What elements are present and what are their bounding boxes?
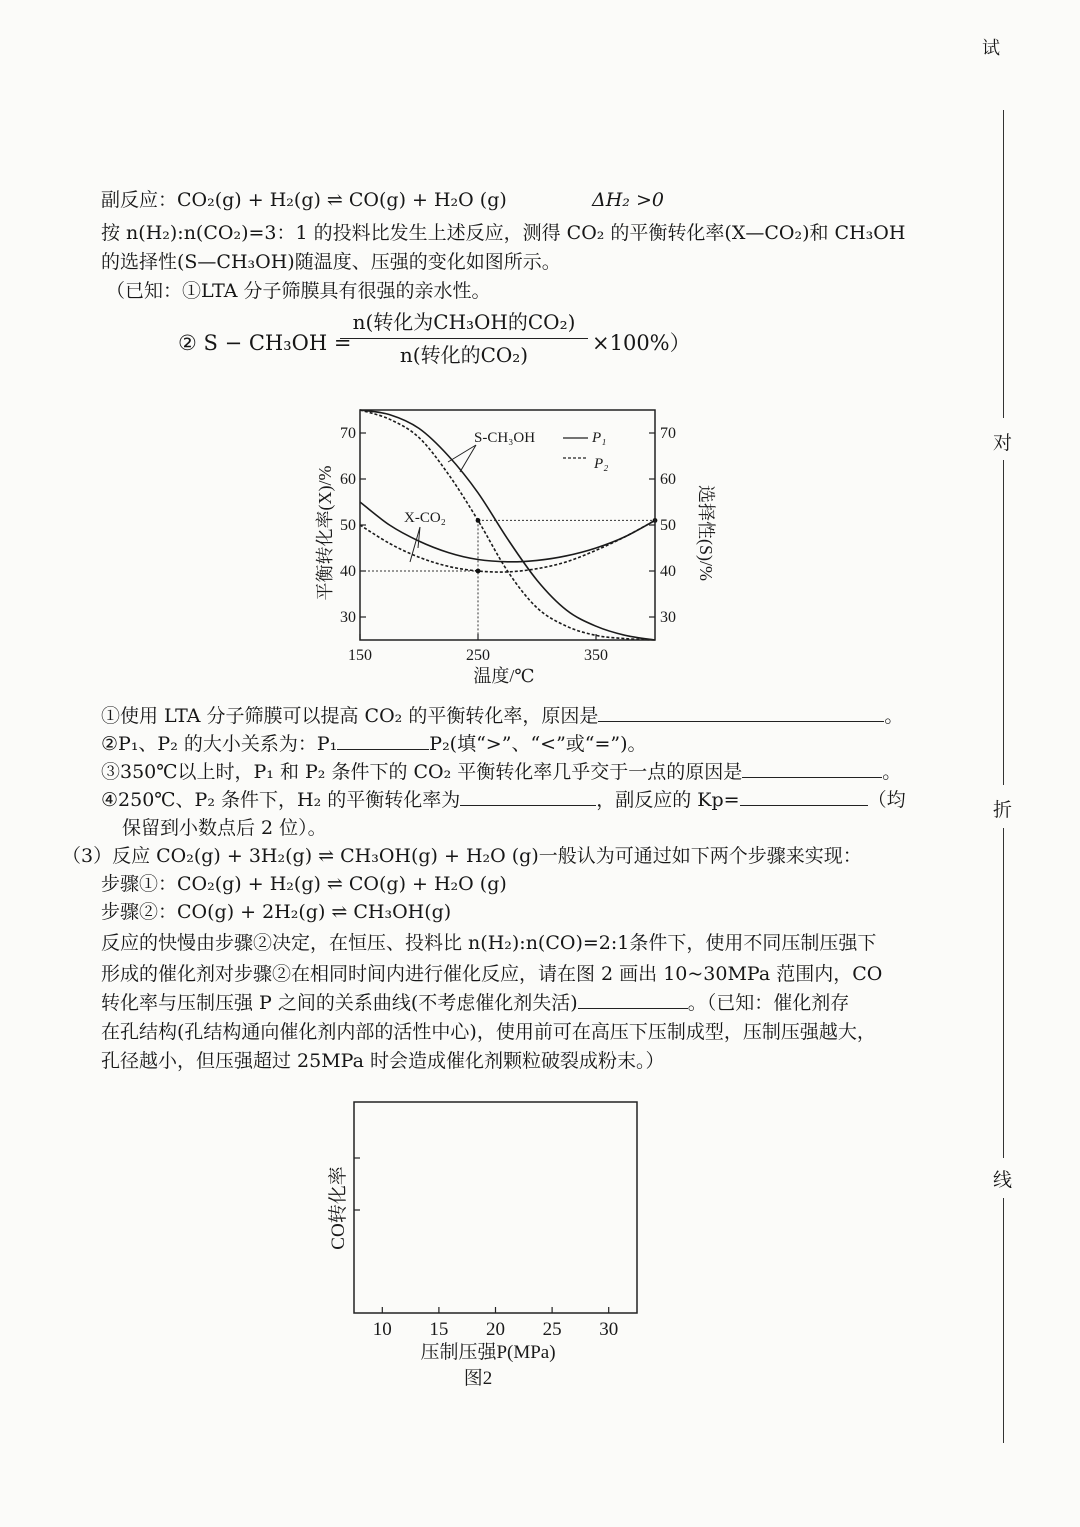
question-3-end: 。 [882,761,902,783]
paragraph-line-3 [101,990,849,1016]
answer-blank-5[interactable] [740,787,868,806]
y-tick-label-left: 40 [340,563,356,580]
question-2 [101,731,647,757]
annotation-x-co2: X-CO₂ [404,510,446,526]
question-4-text-b: ，副反应的 Kp= [596,789,740,811]
side-reaction-enthalpy: ΔH₂ >0 [592,189,664,211]
question-2-text-b: P₂(填“>”、“<”或“=”)。 [429,733,647,755]
x-tick-label: 250 [466,647,490,664]
x-tick-label: 15 [429,1319,449,1340]
formula-denominator: n(转化的CO₂) [399,343,529,367]
fold-label-dui: 对 [993,432,1013,454]
question-1-end: 。 [884,705,904,727]
x-tick-label: 350 [584,647,608,664]
part-3-title: （3）反应 CO₂(g) + 3H₂(g) ⇌ CH₃OH(g) + H₂O (g)一般认为可通过如下两个步骤来实现： [62,845,862,867]
fold-label-zhe: 折 [993,799,1013,821]
y-tick-label-left: 30 [340,609,356,626]
side-reaction: 副反应：CO₂(g) + H₂(g) ⇌ CO(g) + H₂O (g) [101,189,507,211]
x-axis-label: 温度/℃ [473,666,535,686]
fold-label-xian: 线 [993,1169,1013,1191]
y-tick-label-right: 60 [660,471,676,488]
x-axis-label: 压制压强P(MPa) [420,1342,556,1363]
formula-numerator: n(转化为CH₃OH的CO₂) [352,310,576,334]
question-3-text: ③350℃以上时，P₁ 和 P₂ 条件下的 CO₂ 平衡转化率几乎交于一点的原因是 [101,761,743,783]
x-tick-label: 10 [372,1319,392,1340]
paragraph-line-3-text: 转化率与压制压强 P 之间的关系曲线(不考虑催化剂失活) [101,992,578,1014]
fold-rule-4 [1003,1198,1004,1443]
marked-point-1 [476,569,481,574]
plot-frame[interactable] [354,1102,637,1313]
question-4 [101,787,906,813]
answer-blank-1[interactable] [598,703,884,722]
legend-p1-label: P₁ [592,430,607,446]
answer-blank-3[interactable] [742,759,882,778]
question-4-text-c: （均 [867,789,906,811]
y-tick-label-left: 50 [340,517,356,534]
formula-suffix: ×100%） [592,331,691,355]
question-4-text-a: ④250℃、P₂ 条件下，H₂ 的平衡转化率为 [101,789,461,811]
question-2-text-a: ②P₁、P₂ 的大小关系为：P₁ [101,733,338,755]
step-2: 步骤②：CO(g) + 2H₂(g) ⇌ CH₃OH(g) [101,901,452,923]
paragraph-line-3-end: 。（已知：催化剂存 [687,992,850,1014]
x-tick-label: 20 [486,1319,505,1340]
marked-point-0 [476,518,481,523]
fold-rule-3 [1003,828,1004,1158]
y-tick-label-right: 50 [660,517,676,534]
paragraph-line-5: 孔径越小，但压强超过 25MPa 时会造成催化剂颗粒破裂成粉末。） [101,1050,665,1072]
series-line-3 [360,520,655,572]
y-tick-label-right: 70 [660,425,676,442]
annotation-s-ch3oh: S-CH₃OH [474,430,536,446]
x-tick-label: 25 [542,1319,562,1340]
y-tick-label-left: 60 [340,471,356,488]
co-conversion-plot[interactable] [320,1090,660,1395]
answer-blank-2[interactable] [337,731,429,750]
question-3 [101,759,901,785]
annotation-s-pointer [448,445,476,472]
corner-fragment: 试 [982,38,1000,59]
x-tick-label: 30 [599,1319,619,1340]
feed-ratio-line-2: 的选择性(S—CH₃OH)随温度、压强的变化如图所示。 [101,251,561,273]
figure-caption: 图2 [463,1368,493,1389]
formula-fraction-bar [340,338,588,339]
y-axis-label: CO转化率 [328,1166,349,1250]
fold-rule-2 [1003,460,1004,785]
paragraph-line-1: 反应的快慢由步骤②决定，在恒压、投料比 n(H₂):n(CO)=2:1条件下，使用不同压制压强下 [101,932,877,954]
step-1: 步骤①：CO₂(g) + H₂(g) ⇌ CO(g) + H₂O (g) [101,873,507,895]
paragraph-line-4: 在孔结构(孔结构通向催化剂内部的活性中心)，使用前可在高压下压制成型，压制压强越大， [101,1021,876,1043]
feed-ratio-line-1: 按 n(H₂):n(CO₂)=3：1 的投料比发生上述反应，测得 CO₂ 的平衡转化率(X—CO₂)和 CH₃OH [101,222,906,244]
equilibrium-chart [300,400,730,690]
y-axis-label-right: 选择性(S)/% [696,485,716,581]
legend-p2-label: P₂ [594,456,609,472]
formula-prefix: ② S − CH₃OH = [178,331,352,355]
y-axis-label-left: 平衡转化率(X)/% [315,465,335,601]
answer-blank-6[interactable] [578,990,688,1009]
y-tick-label-right: 40 [660,563,676,580]
question-1 [101,703,903,729]
y-tick-label-left: 70 [340,425,356,442]
x-tick-label: 150 [348,647,372,664]
known-condition-1: （已知：①LTA 分子筛膜具有很强的亲水性。 [106,280,491,302]
formula-fraction [340,308,588,369]
paragraph-line-2: 形成的催化剂对步骤②在相同时间内进行催化反应，请在图 2 画出 10~30MPa 范围内，CO [101,963,883,985]
answer-blank-4[interactable] [460,787,596,806]
question-4-note: 保留到小数点后 2 位）。 [122,817,327,839]
question-1-text: ①使用 LTA 分子筛膜可以提高 CO₂ 的平衡转化率，原因是 [101,705,599,727]
fold-rule-1 [1003,110,1004,418]
y-tick-label-right: 30 [660,609,676,626]
